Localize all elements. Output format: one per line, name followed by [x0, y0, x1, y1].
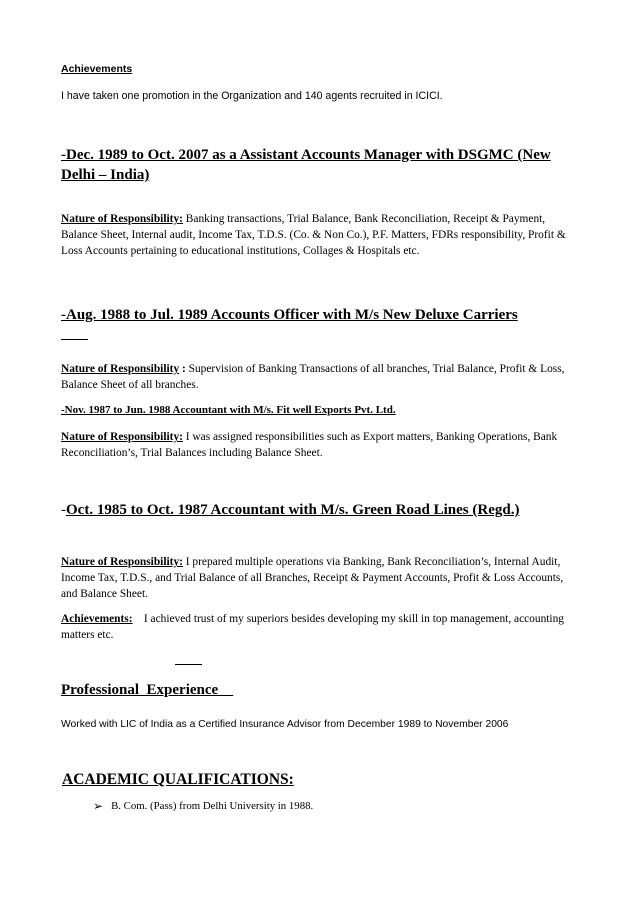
responsibility-label: Nature of Responsibility: [61, 431, 183, 443]
fitwell-responsibility [61, 429, 576, 461]
deluxe-underline-rule [61, 339, 88, 340]
academic-list-item [93, 799, 313, 813]
fitwell-heading: -Nov. 1987 to Jun. 1988 Accountant with M/s. Fit well Exports Pvt. Ltd. [61, 404, 396, 416]
greenroad-heading [61, 500, 519, 520]
deluxe-heading: -Aug. 1988 to Jul. 1989 Accounts Officer with M/s New Deluxe Carriers [61, 307, 518, 323]
greenroad-responsibility [61, 554, 576, 603]
professional-text: Worked with LIC of India as a Certified Insurance Advisor from December 1989 to November 2006 [61, 719, 509, 730]
heading-dash: - [61, 502, 66, 518]
achievements-text: I achieved trust of my superiors besides developing my skill in top management, accounting matters etc. [61, 613, 567, 642]
responsibility-text: I was assigned responsibilities such as Export matters, Banking Operations, Bank Reconciliation’s, Trial Balances including Balance Sheet. [61, 431, 558, 460]
responsibility-label: Nature of Responsibility: [61, 556, 183, 568]
responsibility-label: Nature of Responsibility: [61, 213, 183, 225]
achievements-heading: Achievements [61, 63, 133, 75]
promotion-text: I have taken one promotion in the Organization and 140 agents recruited in ICICI. [61, 90, 443, 102]
achievements-label: Achievements: [61, 613, 133, 625]
responsibility-text: Supervision of Banking Transactions of all branches, Trial Balance, Profit & Loss, Balance Sheet of all branches. [61, 363, 565, 392]
responsibility-label: Nature of Responsibility [61, 363, 180, 375]
deluxe-responsibility [61, 361, 576, 393]
responsibility-text: I prepared multiple operations via Banking, Bank Reconciliation’s, Internal Audit, Income Tax, T.D.S., and Trial Balance of all Branches, Receipt & Payment Accounts, Profit & Loss Accounts, and Balance Sheet. [61, 556, 564, 601]
heading-text: Oct. 1985 to Oct. 1987 Accountant with M/s. Green Road Lines (Regd.) [66, 502, 520, 518]
separator-rule [175, 664, 202, 665]
dsgmc-heading-line2: Delhi – India) [61, 167, 150, 183]
heading-underline-trail [218, 682, 233, 698]
professional-heading-text: Professional Experience [61, 682, 219, 698]
responsibility-colon: : [179, 363, 186, 375]
professional-heading [61, 680, 233, 700]
responsibility-text: Banking transactions, Trial Balance, Bank Reconciliation, Receipt & Payment, Balance Sheet, Internal audit, Income Tax, T.D.S. (Co. & Non Co.), P.F. Matters, FDRs responsibility, Profit & Loss Accounts pertaining to educational institutions, Collages & Hospitals etc. [61, 213, 566, 258]
dsgmc-heading-line1: -Dec. 1989 to Oct. 2007 as a Assistant Accounts Manager with DSGMC (New [61, 147, 551, 163]
arrow-bullet-icon: ➢ [93, 799, 104, 813]
dsgmc-responsibility [61, 211, 576, 260]
academic-item-text: B. Com. (Pass) from Delhi University in 1988. [111, 800, 314, 812]
academic-heading: ACADEMIC QUALIFICATIONS: [62, 771, 294, 788]
greenroad-achievements [61, 611, 576, 643]
